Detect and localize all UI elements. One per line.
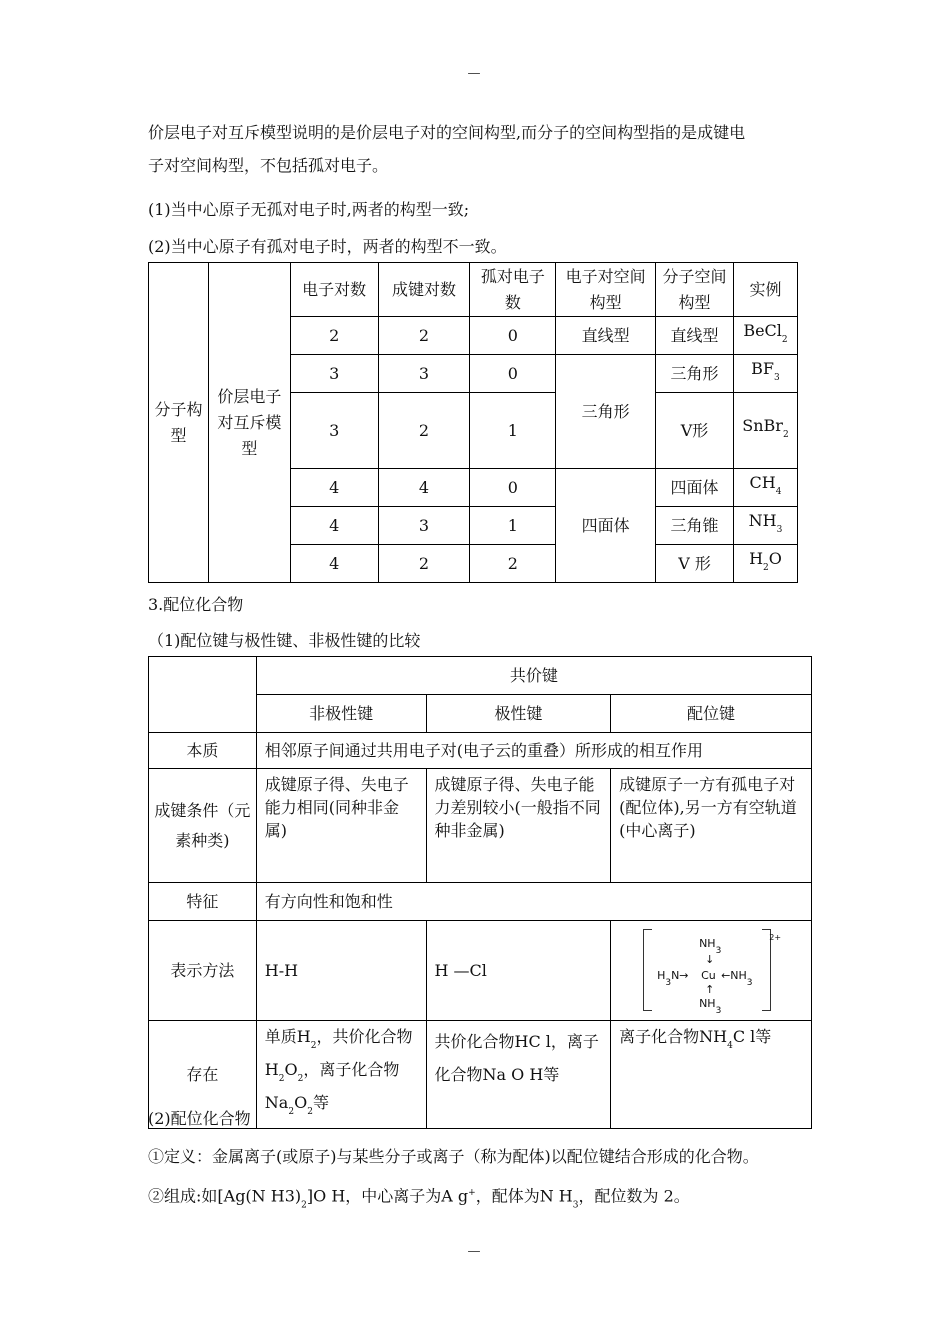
th-polar: 极性键 xyxy=(426,695,611,733)
row-exist-label: 存在 xyxy=(149,1021,257,1129)
composition: ②组成:如[Ag(N $H3)_2]O$ H，中心离子为A g+，配体为N $H_3$，配位数为 2。 xyxy=(148,1186,690,1211)
th-molecular-geometry: 分子空间构型 xyxy=(656,263,734,317)
th-coordinate: 配位键 xyxy=(611,695,812,733)
cell-example: BeCl$_2$ xyxy=(733,317,797,355)
cell: 三角锥 xyxy=(656,507,734,545)
cell: 0 xyxy=(470,317,556,355)
cell: 4 xyxy=(378,469,470,507)
row-condition-label: 成键条件（元素种类) xyxy=(149,769,257,883)
cell: 三角形 xyxy=(656,355,734,393)
subsection-2-title: (2)配位化合物 xyxy=(148,1109,251,1128)
row-feature: 有方向性和饱和性 xyxy=(256,883,811,921)
page-header: — xyxy=(467,66,483,81)
th-nonpolar: 非极性键 xyxy=(256,695,426,733)
complex-charge: 2+ xyxy=(769,932,782,942)
row-header-molecular-shape: 分子构型 xyxy=(149,263,209,583)
nh3-right: $\leftarrow NH_3$ xyxy=(721,968,753,988)
cell: 0 xyxy=(470,469,556,507)
intro-line-3: (1)当中心原子无孤对电子时,两者的构型一致; xyxy=(148,200,470,219)
row-header-vsepr: 价层电子对互斥模型 xyxy=(208,263,290,583)
cell-example: $H_2O$ xyxy=(733,545,797,583)
arrow-down: ↓ xyxy=(705,952,715,966)
cell: 2 xyxy=(378,545,470,583)
cell: 3 xyxy=(290,393,378,469)
cond-coordinate: 成键原子一方有孤电子对(配位体),另一方有空轨道(中心离子) xyxy=(611,769,812,883)
intro-line-4: (2)当中心原子有孤对电子时，两者的构型不一致。 xyxy=(148,237,507,256)
h3n-left: $H_3N\to$ xyxy=(657,968,689,988)
cell: 三角形 xyxy=(556,355,656,469)
th-lone: 孤对电子数 xyxy=(470,263,556,317)
corner-cell xyxy=(149,657,257,733)
repr-nonpolar: H-H xyxy=(256,921,426,1021)
bond-comparison-table xyxy=(148,656,812,1129)
cell: 3 xyxy=(290,355,378,393)
row-nature: 相邻原子间通过共用电子对(电子云的重叠）所形成的相互作用 xyxy=(256,733,811,769)
cell-example: SnBr$_2$ xyxy=(733,393,797,469)
cell: 4 xyxy=(290,545,378,583)
cell: V 形 xyxy=(656,545,734,583)
cell-example: $BF_3$ xyxy=(733,355,797,393)
cell-example: $CH_4$ xyxy=(733,469,797,507)
exist-coordinate: 离子化合物$NH_4C$ l等 xyxy=(611,1021,812,1129)
row-repr-label: 表示方法 xyxy=(149,921,257,1021)
cell: 2 xyxy=(378,393,470,469)
vsepr-table xyxy=(148,262,798,583)
section-3-title: 3.配位化合物 xyxy=(148,595,244,614)
th-example: 实例 xyxy=(733,263,797,317)
cell: 1 xyxy=(470,393,556,469)
cell: 3 xyxy=(378,507,470,545)
cell: 2 xyxy=(470,545,556,583)
cond-polar: 成键原子得、失电子能力差别较小(一般指不同种非金属) xyxy=(426,769,611,883)
th-pair-geometry: 电子对空间构型 xyxy=(556,263,656,317)
cell: 直线型 xyxy=(556,317,656,355)
repr-coordinate xyxy=(611,921,812,1021)
cell-example: $NH_3$ xyxy=(733,507,797,545)
copper-ammine-complex-diagram xyxy=(641,927,781,1015)
definition: ①定义：金属离子(或原子)与某些分子或离子（称为配体)以配位键结合形成的化合物。 xyxy=(148,1147,759,1166)
cond-nonpolar: 成键原子得、失电子能力相同(同种非金属) xyxy=(256,769,426,883)
cell: 1 xyxy=(470,507,556,545)
exist-polar: 共价化合物HC l，离子化合物Na O H等 xyxy=(426,1021,611,1129)
cell: 2 xyxy=(378,317,470,355)
cell: V形 xyxy=(656,393,734,469)
arrow-up: ↑ xyxy=(705,982,715,996)
nh3-bottom: $NH_3$ xyxy=(699,996,722,1016)
cell: 3 xyxy=(378,355,470,393)
page-footer: — xyxy=(467,1244,483,1259)
th-covalent: 共价键 xyxy=(256,657,811,695)
row-nature-label: 本质 xyxy=(149,733,257,769)
th-pairs: 电子对数 xyxy=(290,263,378,317)
cell: 四面体 xyxy=(656,469,734,507)
cell: 4 xyxy=(290,507,378,545)
intro-line-2: 子对空间构型，不包括孤对电子。 xyxy=(148,156,389,175)
cu-center: Cu xyxy=(701,968,716,982)
cell: 2 xyxy=(290,317,378,355)
cell: 四面体 xyxy=(556,469,656,583)
nh3-top: $NH_3$ xyxy=(699,936,722,956)
cell: 4 xyxy=(290,469,378,507)
th-bonding: 成键对数 xyxy=(378,263,470,317)
repr-polar: H —Cl xyxy=(426,921,611,1021)
cell: 直线型 xyxy=(656,317,734,355)
intro-line-1: 价层电子对互斥模型说明的是价层电子对的空间构型,而分子的空间构型指的是成键电 xyxy=(148,123,746,142)
cell: 0 xyxy=(470,355,556,393)
left-bracket xyxy=(643,929,652,1011)
exist-nonpolar: 单质$H_2$，共价化合物$H_2O_2$，离子化合物$Na_2O_2$等 xyxy=(256,1021,426,1129)
subsection-1-title: （1)配位键与极性键、非极性键的比较 xyxy=(148,631,421,650)
row-feature-label: 特征 xyxy=(149,883,257,921)
